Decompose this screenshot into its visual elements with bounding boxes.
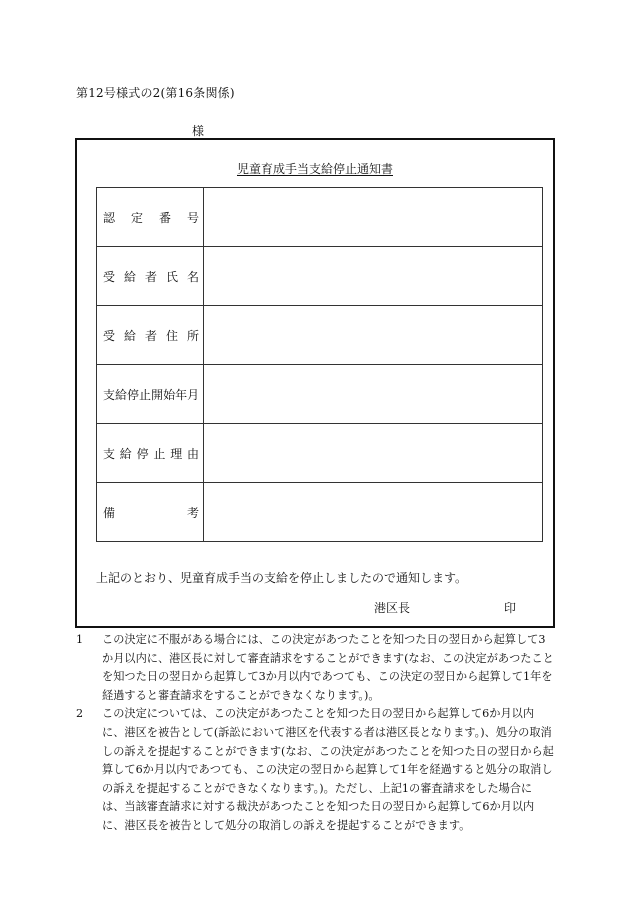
form-reference: 第12号様式の2(第16条関係) — [76, 86, 235, 100]
value-certification-number[interactable] — [204, 188, 543, 247]
label-char: 月 — [187, 387, 200, 402]
value-remarks[interactable] — [204, 483, 543, 542]
seal-mark: 印 — [504, 601, 517, 615]
label-char: 氏 — [165, 269, 178, 284]
label-certification-number — [97, 188, 204, 247]
value-recipient-name[interactable] — [204, 247, 543, 306]
note-number: 1 — [76, 633, 84, 646]
table-row — [97, 365, 543, 424]
label-char: 認 — [103, 210, 116, 225]
label-remarks — [97, 483, 204, 542]
label-char: 備 — [103, 505, 116, 520]
label-char: 由 — [186, 446, 199, 461]
note-text: この決定に不服がある場合には、この決定があつたことを知つた日の翌日から起算して3か月以内に、港区長に対して審査請求をすることができます(なお、この決定があつたことを知つた日の翌日から起算して3か月以内であつても、この決定の翌日から起算して1年を経過すると審査請求をすることができなくなります。)。 — [102, 633, 554, 702]
label-char: 住 — [165, 328, 178, 343]
label-char: 理 — [170, 446, 183, 461]
label-char: 停 — [127, 387, 140, 402]
table-row — [97, 306, 543, 365]
label-char: 号 — [186, 210, 199, 225]
note-text: この決定については、この決定があつたことを知つた日の翌日から起算して6か月以内に、港区を被告として(訴訟において港区を代表する者は港区長となります。)、処分の取消しの訴えを提起することができます(なお、この決定があつたことを知つた日の翌日から起算して6か月以内であつても、この決定の翌日から起算して1年を経過すると処分の取消しの訴えを提起することができなくなります。)。ただし、上記1の審査請求をした場合には、当該審査請求に対する裁決があつたことを知つた日の翌日から起算して6か月以内に、港区長を被告として処分の取消しの訴えを提起することができます。 — [102, 707, 554, 832]
label-char: 受 — [103, 328, 116, 343]
label-char: 給 — [115, 387, 128, 402]
notice-statement: 上記のとおり、児童育成手当の支給を停止しましたので通知します。 — [96, 571, 468, 585]
label-char: 名 — [186, 269, 199, 284]
list-item — [76, 631, 554, 705]
label-char: 支 — [103, 446, 116, 461]
label-suspension-start — [97, 365, 204, 424]
list-item — [76, 705, 554, 835]
label-recipient-name — [97, 247, 204, 306]
label-char: 給 — [123, 269, 136, 284]
label-char: 給 — [119, 446, 132, 461]
label-recipient-address — [97, 306, 204, 365]
label-char: 考 — [186, 505, 199, 520]
table-row — [97, 247, 543, 306]
label-char: 定 — [130, 210, 143, 225]
value-recipient-address[interactable] — [204, 306, 543, 365]
label-char: 番 — [158, 210, 171, 225]
document-title-text: 児童育成手当支給停止通知書 — [236, 162, 393, 176]
label-char: 年 — [175, 387, 188, 402]
table-row — [97, 424, 543, 483]
document-title — [77, 160, 553, 177]
addressee-suffix: 様 — [192, 124, 205, 138]
label-char: 給 — [123, 328, 136, 343]
issuer-title: 港区長 — [374, 601, 411, 615]
appeal-notes — [76, 631, 554, 836]
label-char: 者 — [144, 269, 157, 284]
label-char: 受 — [103, 269, 116, 284]
label-char: 停 — [136, 446, 149, 461]
label-char: 止 — [153, 446, 166, 461]
value-suspension-reason[interactable] — [204, 424, 543, 483]
label-char: 支 — [103, 387, 116, 402]
value-suspension-start[interactable] — [204, 365, 543, 424]
note-number: 2 — [76, 707, 84, 721]
label-char: 所 — [186, 328, 199, 343]
label-char: 止 — [139, 387, 152, 402]
label-char: 者 — [144, 328, 157, 343]
table-row — [97, 483, 543, 542]
label-char: 開 — [151, 387, 164, 402]
label-char: 始 — [163, 387, 176, 402]
label-suspension-reason — [97, 424, 204, 483]
table-row — [97, 188, 543, 247]
notice-frame — [75, 138, 555, 628]
fields-table — [96, 187, 543, 542]
